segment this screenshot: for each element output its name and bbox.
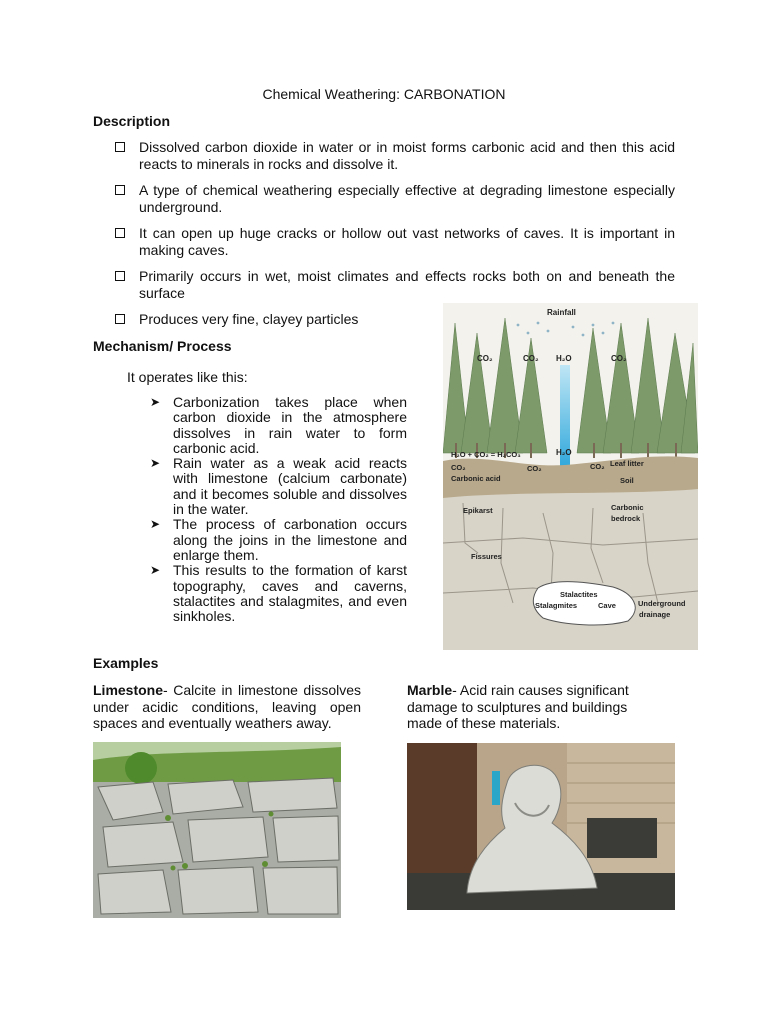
label-co2: CO₂ xyxy=(451,463,466,472)
label-carbonic-acid: Carbonic acid xyxy=(451,474,501,483)
arrowhead-icon: ➤ xyxy=(150,395,161,409)
list-item: ➤ This results to the formation of karst topography, caves and caverns, stalactites and stalagmites, and even sinkholes. xyxy=(150,562,407,625)
label-co2: CO₂ xyxy=(477,354,493,363)
checkbox-square-icon xyxy=(115,271,125,281)
label-fissures: Fissures xyxy=(471,552,502,561)
checkbox-square-icon xyxy=(115,228,125,238)
label-co2: CO₂ xyxy=(527,464,542,473)
label-h2o: H₂O xyxy=(556,354,572,363)
label-underground-drainage: Underground xyxy=(638,599,686,608)
limestone-example: Limestone- Calcite in limestone dissolves under acidic conditions, leaving open spaces and eventually weathers away. xyxy=(93,682,361,731)
marble-statue-photo xyxy=(407,743,675,910)
list-item: Dissolved carbon dioxide in water or in moist forms carbonic acid and then this acid reacts to minerals in rocks and dissolve it. xyxy=(115,139,675,173)
label-soil: Soil xyxy=(620,476,634,485)
label-stalactites: Stalactites xyxy=(560,590,598,599)
checkbox-square-icon xyxy=(115,314,125,324)
arrowhead-icon: ➤ xyxy=(150,517,161,532)
checkbox-square-icon xyxy=(115,185,125,195)
checkbox-square-icon xyxy=(115,142,125,152)
list-item: It can open up huge cracks or hollow out vast networks of caves. It is important in making caves. xyxy=(115,225,675,259)
label-co2: CO₂ xyxy=(611,354,627,363)
label-equation: H₂O + CO₂ = H₂CO₃ xyxy=(451,450,521,459)
arrowhead-icon: ➤ xyxy=(150,456,161,471)
label-carbonic-bedrock: bedrock xyxy=(611,514,641,523)
label-h2o: H₂O xyxy=(556,448,572,457)
mechanism-steps xyxy=(150,395,407,624)
list-item: ➤ Carbonization takes place when carbon dioxide in the atmosphere dissolves in rain water to form carbonic acid. xyxy=(150,394,407,456)
label-leaf-litter: Leaf litter xyxy=(610,459,644,468)
list-item: Produces very fine, clayey particles xyxy=(115,311,359,328)
page-title: Chemical Weathering: CARBONATION xyxy=(262,86,506,102)
carbonation-diagram xyxy=(443,303,698,650)
arrowhead-icon: ➤ xyxy=(150,563,161,578)
list-item: ➤ The process of carbonation occurs along the joins in the limestone and enlarge them. xyxy=(150,516,407,563)
label-cave: Cave xyxy=(598,601,616,610)
list-item: ➤ Rain water as a weak acid reacts with limestone (calcium carbonate) and it becomes soluble and dissolves in the water. xyxy=(150,455,407,518)
label-epikarst: Epikarst xyxy=(463,506,493,515)
label-rainfall: Rainfall xyxy=(547,308,576,317)
list-item: A type of chemical weathering especially effective at degrading limestone especially underground. xyxy=(115,182,675,216)
rain-arrow xyxy=(560,365,570,480)
label-underground-drainage: drainage xyxy=(639,610,671,619)
examples-heading: Examples xyxy=(93,655,159,671)
mechanism-intro: It operates like this: xyxy=(127,369,248,385)
label-co2: CO₂ xyxy=(523,354,539,363)
label-co2: CO₂ xyxy=(590,462,605,471)
label-carbonic-bedrock: Carbonic xyxy=(611,503,644,512)
list-item: Primarily occurs in wet, moist climates and effects rocks both on and beneath the surface xyxy=(115,268,675,302)
mechanism-heading: Mechanism/ Process xyxy=(93,338,232,354)
limestone-pavement-photo xyxy=(93,742,341,918)
marble-example: Marble- Acid rain causes significant damage to sculptures and buildings made of these materials. xyxy=(407,682,629,731)
label-stalagmites: Stalagmites xyxy=(535,601,578,610)
description-heading: Description xyxy=(93,113,171,129)
